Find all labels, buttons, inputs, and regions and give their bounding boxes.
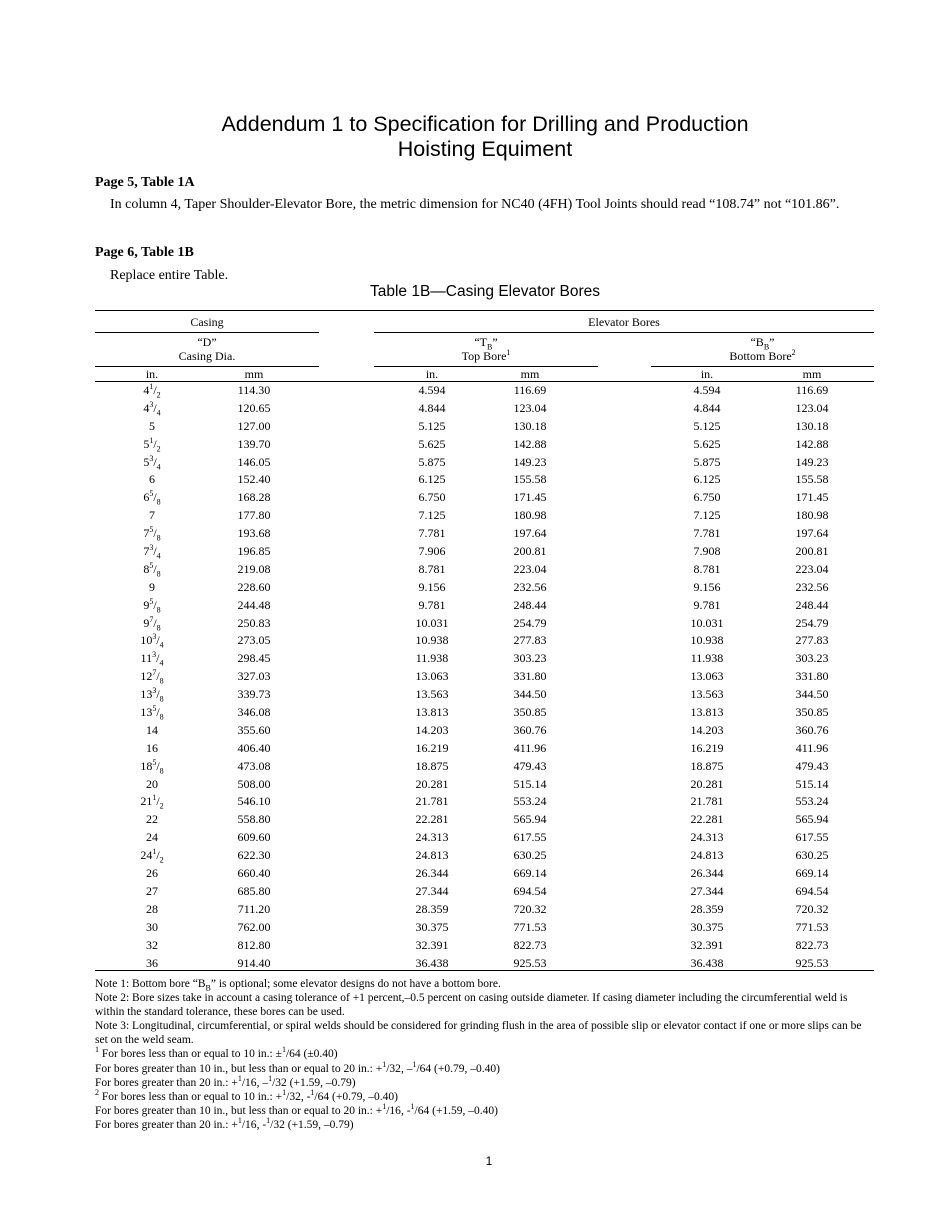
cell-top-in: 13.563 bbox=[415, 687, 449, 702]
cell-casing-mm: 685.80 bbox=[237, 883, 271, 898]
cell-bottom-mm: 123.04 bbox=[795, 400, 829, 415]
cell-top-in: 9.781 bbox=[418, 597, 446, 612]
cell-bottom-mm: 223.04 bbox=[795, 561, 829, 576]
cell-top-mm: 925.53 bbox=[513, 955, 547, 970]
cell-casing-mm: 327.03 bbox=[237, 669, 271, 684]
cell-top-in: 10.031 bbox=[415, 615, 449, 630]
table-row bbox=[0, 937, 950, 955]
cell-casing-mm: 609.60 bbox=[237, 830, 271, 845]
cell-casing-in: $7^3/_4$ bbox=[143, 543, 161, 561]
cell-bottom-mm: 630.25 bbox=[795, 848, 829, 863]
note-3: Note 3: Longitudinal, circumferential, or spiral welds should be considered for grinding flush in the area of possible slip or elevator contact if one or more slips can be set on the weld seam. bbox=[95, 1020, 862, 1047]
cell-bottom-in: 24.813 bbox=[690, 848, 724, 863]
cell-bottom-in: 9.156 bbox=[693, 579, 721, 594]
cell-bottom-in: 4.844 bbox=[693, 400, 721, 415]
header-bottom-bore-symbol: “$B_B$” bbox=[750, 335, 775, 352]
cell-bottom-in: 6.750 bbox=[693, 490, 721, 505]
cell-casing-mm: 250.83 bbox=[237, 615, 271, 630]
cell-top-in: 20.281 bbox=[415, 776, 449, 791]
cell-top-mm: 350.85 bbox=[513, 705, 547, 720]
cell-casing-in: 27 bbox=[146, 883, 158, 898]
cell-top-in: 36.438 bbox=[415, 955, 449, 970]
cell-bottom-mm: 248.44 bbox=[795, 597, 829, 612]
unit-casing-mm: mm bbox=[244, 367, 264, 381]
cell-top-mm: 617.55 bbox=[513, 830, 547, 845]
unit-bottom-mm: mm bbox=[802, 367, 822, 381]
cell-top-in: 11.938 bbox=[415, 651, 449, 666]
cell-top-mm: 232.56 bbox=[513, 579, 547, 594]
table-top-rule bbox=[95, 310, 874, 311]
footnote-2-line-2: For bores greater than 10 in., but less than or equal to 20 in.: +$^1$/16, -$^1$/64 (+1.59, –0.40) bbox=[95, 1102, 499, 1117]
cell-top-mm: 822.73 bbox=[513, 937, 547, 952]
cell-top-in: 26.344 bbox=[415, 866, 449, 881]
cell-bottom-mm: 130.18 bbox=[795, 418, 829, 433]
header-elevator-bores: Elevator Bores bbox=[588, 315, 660, 329]
cell-casing-mm: 473.08 bbox=[237, 758, 271, 773]
cell-bottom-in: 9.781 bbox=[693, 597, 721, 612]
cell-casing-mm: 812.80 bbox=[237, 937, 271, 952]
cell-top-in: 28.359 bbox=[415, 901, 449, 916]
table-row bbox=[0, 382, 950, 400]
cell-top-mm: 200.81 bbox=[513, 544, 547, 559]
cell-bottom-in: 5.875 bbox=[693, 454, 721, 469]
bottom-bore-rule bbox=[651, 366, 874, 367]
cell-bottom-in: 4.594 bbox=[693, 383, 721, 397]
cell-top-in: 5.875 bbox=[418, 454, 446, 469]
table-row bbox=[0, 722, 950, 740]
table-row bbox=[0, 436, 950, 454]
cell-bottom-in: 32.391 bbox=[690, 937, 724, 952]
unit-top-in: in. bbox=[425, 367, 439, 381]
header-top-bore-symbol: “$T_B$” bbox=[474, 335, 498, 352]
cell-bottom-in: 26.344 bbox=[690, 866, 724, 881]
table-row bbox=[0, 615, 950, 633]
unit-bottom-in: in. bbox=[700, 367, 714, 381]
footnote-2-line-3: For bores greater than 20 in.: +$^1$/16, -$^1$/32 (+1.59, –0.79) bbox=[95, 1116, 354, 1131]
cell-top-in: 10.938 bbox=[415, 633, 449, 648]
cell-bottom-in: 6.125 bbox=[693, 472, 721, 487]
cell-top-mm: 130.18 bbox=[513, 418, 547, 433]
cell-casing-in: 26 bbox=[146, 866, 158, 881]
table-row bbox=[0, 471, 950, 489]
cell-bottom-mm: 149.23 bbox=[795, 454, 829, 469]
cell-bottom-mm: 822.73 bbox=[795, 937, 829, 952]
cell-top-in: 32.391 bbox=[415, 937, 449, 952]
cell-bottom-in: 8.781 bbox=[693, 561, 721, 576]
table-notes bbox=[95, 977, 875, 1132]
cell-top-mm: 223.04 bbox=[513, 561, 547, 576]
table-row bbox=[0, 740, 950, 758]
footnote-1-line-1: $^1$ For bores less than or equal to 10 in.: ±$^1$/64 (±0.40) bbox=[95, 1045, 338, 1061]
cell-casing-in: 9 bbox=[149, 579, 155, 594]
table-row bbox=[0, 668, 950, 686]
cell-top-mm: 669.14 bbox=[513, 866, 547, 881]
document-title bbox=[0, 112, 950, 162]
cell-bottom-mm: 553.24 bbox=[795, 794, 829, 809]
cell-bottom-in: 10.938 bbox=[690, 633, 724, 648]
cell-bottom-mm: 617.55 bbox=[795, 830, 829, 845]
cell-top-mm: 180.98 bbox=[513, 508, 547, 523]
cell-casing-mm: 273.05 bbox=[237, 633, 271, 648]
cell-top-mm: 254.79 bbox=[513, 615, 547, 630]
cell-casing-in: $6^5/_8$ bbox=[143, 489, 161, 507]
cell-bottom-mm: 350.85 bbox=[795, 705, 829, 720]
cell-top-mm: 197.64 bbox=[513, 526, 547, 541]
cell-bottom-mm: 669.14 bbox=[795, 866, 829, 881]
cell-bottom-mm: 200.81 bbox=[795, 544, 829, 559]
cell-casing-mm: 120.65 bbox=[237, 400, 271, 415]
cell-casing-mm: 244.48 bbox=[237, 597, 271, 612]
cell-top-in: 18.875 bbox=[415, 758, 449, 773]
table-row bbox=[0, 758, 950, 776]
cell-bottom-in: 14.203 bbox=[690, 722, 724, 737]
table-row bbox=[0, 650, 950, 668]
header-casing: Casing bbox=[190, 315, 224, 329]
table-row bbox=[0, 543, 950, 561]
cell-top-mm: 142.88 bbox=[513, 436, 547, 451]
table-title: Table 1B—Casing Elevator Bores bbox=[369, 283, 601, 300]
cell-top-in: 13.813 bbox=[415, 705, 449, 720]
cell-bottom-mm: 254.79 bbox=[795, 615, 829, 630]
cell-casing-mm: 219.08 bbox=[237, 561, 271, 576]
cell-bottom-in: 18.875 bbox=[690, 758, 724, 773]
cell-top-mm: 479.43 bbox=[513, 758, 547, 773]
cell-top-mm: 248.44 bbox=[513, 597, 547, 612]
cell-bottom-in: 21.781 bbox=[690, 794, 724, 809]
cell-top-in: 14.203 bbox=[415, 722, 449, 737]
cell-top-in: 5.625 bbox=[418, 436, 446, 451]
cell-casing-in: 30 bbox=[146, 919, 158, 934]
cell-top-mm: 116.69 bbox=[513, 383, 547, 397]
table-row bbox=[0, 507, 950, 525]
table-row bbox=[0, 418, 950, 436]
cell-casing-mm: 660.40 bbox=[237, 866, 271, 881]
table-row bbox=[0, 489, 950, 507]
section-heading-table-1a: Page 5, Table 1A bbox=[95, 175, 195, 190]
cell-casing-in: $5^1/_2$ bbox=[143, 435, 161, 454]
casing-group-rule bbox=[95, 332, 319, 333]
cell-casing-in: $21^1/_2$ bbox=[140, 793, 164, 811]
cell-bottom-in: 22.281 bbox=[690, 812, 724, 827]
cell-casing-in: 5 bbox=[149, 418, 155, 433]
cell-bottom-mm: 142.88 bbox=[795, 436, 829, 451]
note-1: Note 1: Bottom bore “$B_B$” is optional; some elevator designs do not have a bottom bore. bbox=[95, 978, 501, 993]
unit-top-mm: mm bbox=[520, 367, 540, 381]
cell-bottom-mm: 360.76 bbox=[795, 722, 829, 737]
cell-casing-in: 20 bbox=[146, 776, 158, 791]
table-row bbox=[0, 776, 950, 794]
cell-top-mm: 171.45 bbox=[513, 490, 547, 505]
cell-bottom-mm: 303.23 bbox=[795, 651, 829, 666]
cell-bottom-in: 7.125 bbox=[693, 508, 721, 523]
cell-bottom-in: 36.438 bbox=[690, 955, 724, 970]
cell-top-in: 6.750 bbox=[418, 490, 446, 505]
cell-casing-in: $8^5/_8$ bbox=[143, 560, 161, 579]
cell-top-in: 5.125 bbox=[418, 418, 446, 433]
header-casing-dia: Casing Dia. bbox=[178, 349, 236, 363]
header-casing-symbol: “D” bbox=[197, 335, 217, 349]
table-row bbox=[0, 919, 950, 937]
unit-casing-in: in. bbox=[145, 367, 159, 381]
cell-bottom-in: 10.031 bbox=[690, 615, 724, 630]
cell-bottom-mm: 515.14 bbox=[795, 776, 829, 791]
cell-casing-mm: 508.00 bbox=[237, 776, 271, 791]
cell-top-in: 21.781 bbox=[415, 794, 449, 809]
table-row bbox=[0, 811, 950, 829]
footnote-2-line-1: $^2$ For bores less than or equal to 10 in.: +$^1$/32, -$^1$/64 (+0.79, –0.40) bbox=[95, 1087, 398, 1103]
table-body bbox=[0, 382, 950, 972]
table-row bbox=[0, 632, 950, 650]
cell-casing-mm: 558.80 bbox=[237, 812, 271, 827]
cell-top-mm: 344.50 bbox=[513, 687, 547, 702]
cell-bottom-mm: 720.32 bbox=[795, 901, 829, 916]
casing-dia-rule bbox=[95, 366, 319, 367]
cell-top-in: 13.063 bbox=[415, 669, 449, 684]
cell-casing-in: $4^3/_4$ bbox=[143, 399, 161, 418]
cell-bottom-in: 27.344 bbox=[690, 883, 724, 898]
cell-casing-in: $13^3/_8$ bbox=[140, 686, 164, 704]
table-row bbox=[0, 793, 950, 811]
cell-top-in: 7.906 bbox=[418, 544, 446, 559]
document-title-line-2: Hoisting Equiment bbox=[397, 137, 573, 161]
cell-casing-mm: 228.60 bbox=[237, 579, 271, 594]
cell-bottom-in: 13.813 bbox=[690, 705, 724, 720]
header-bottom-bore: Bottom Bore$^2$ bbox=[729, 348, 796, 363]
cell-top-in: 30.375 bbox=[415, 919, 449, 934]
cell-bottom-in: 5.125 bbox=[693, 418, 721, 433]
cell-casing-mm: 622.30 bbox=[237, 848, 271, 863]
table-row bbox=[0, 704, 950, 722]
cell-top-mm: 771.53 bbox=[513, 919, 547, 934]
table-row bbox=[0, 686, 950, 704]
cell-casing-mm: 177.80 bbox=[237, 508, 271, 523]
cell-top-mm: 694.54 bbox=[513, 883, 547, 898]
cell-top-mm: 149.23 bbox=[513, 454, 547, 469]
cell-casing-in: $4^1/_2$ bbox=[143, 382, 161, 400]
cell-top-mm: 360.76 bbox=[513, 722, 547, 737]
cell-casing-in: $9^5/_8$ bbox=[143, 596, 161, 615]
cell-bottom-mm: 197.64 bbox=[795, 526, 829, 541]
cell-casing-mm: 152.40 bbox=[237, 472, 271, 487]
table-row bbox=[0, 525, 950, 543]
table-row bbox=[0, 865, 950, 883]
cell-top-in: 8.781 bbox=[418, 561, 446, 576]
cell-top-mm: 411.96 bbox=[513, 740, 547, 755]
section-text-table-1a: In column 4, Taper Shoulder-Elevator Bore, the metric dimension for NC40 (4FH) Tool Joints should read “108.74” not “101.86”. bbox=[110, 197, 840, 212]
table-row bbox=[0, 829, 950, 847]
cell-top-mm: 565.94 bbox=[513, 812, 547, 827]
cell-casing-in: 32 bbox=[146, 937, 158, 952]
cell-bottom-mm: 694.54 bbox=[795, 883, 829, 898]
table-row bbox=[0, 400, 950, 418]
cell-top-in: 16.219 bbox=[415, 740, 449, 755]
note-2: Note 2: Bore sizes take in account a casing tolerance of +1 percent,–0.5 percent on casing outside diameter. If casing diameter including the circumferential weld is within the standard tolerance, these bores can be used. bbox=[95, 992, 848, 1019]
cell-casing-mm: 406.40 bbox=[237, 740, 271, 755]
table-row bbox=[0, 454, 950, 472]
cell-casing-in: $13^5/_8$ bbox=[140, 704, 164, 722]
cell-casing-mm: 139.70 bbox=[237, 436, 271, 451]
cell-bottom-mm: 479.43 bbox=[795, 758, 829, 773]
cell-top-in: 4.844 bbox=[418, 400, 446, 415]
cell-bottom-mm: 277.83 bbox=[795, 633, 829, 648]
cell-casing-in: $7^5/_8$ bbox=[143, 525, 161, 543]
cell-casing-mm: 914.40 bbox=[237, 955, 271, 970]
page-number: 1 bbox=[485, 1154, 493, 1168]
cell-top-mm: 720.32 bbox=[513, 901, 547, 916]
cell-bottom-mm: 331.80 bbox=[795, 669, 829, 684]
cell-casing-in: 36 bbox=[146, 955, 158, 970]
cell-casing-mm: 168.28 bbox=[237, 490, 271, 505]
cell-casing-in: $10^3/_4$ bbox=[140, 632, 164, 650]
table-row bbox=[0, 847, 950, 865]
cell-top-in: 22.281 bbox=[415, 812, 449, 827]
cell-casing-mm: 127.00 bbox=[237, 418, 271, 433]
cell-casing-in: $11^3/_4$ bbox=[140, 650, 164, 668]
cell-casing-in: $9^7/_8$ bbox=[143, 614, 161, 632]
cell-top-in: 7.781 bbox=[418, 526, 446, 541]
cell-top-mm: 630.25 bbox=[513, 848, 547, 863]
document-title-line-1: Addendum 1 to Specification for Drilling and Production bbox=[221, 112, 749, 136]
cell-casing-mm: 146.05 bbox=[237, 454, 271, 469]
cell-casing-in: 28 bbox=[146, 901, 158, 916]
bores-group-rule bbox=[374, 332, 874, 333]
cell-casing-in: $18^5/_8$ bbox=[140, 757, 164, 776]
cell-top-in: 6.125 bbox=[418, 472, 446, 487]
table-row bbox=[0, 883, 950, 901]
table-row bbox=[0, 597, 950, 615]
cell-casing-mm: 193.68 bbox=[237, 526, 271, 541]
cell-bottom-in: 11.938 bbox=[690, 651, 724, 666]
cell-bottom-mm: 771.53 bbox=[795, 919, 829, 934]
cell-casing-mm: 711.20 bbox=[237, 901, 271, 916]
cell-casing-in: $5^3/_4$ bbox=[143, 453, 161, 471]
cell-bottom-in: 28.359 bbox=[690, 901, 724, 916]
cell-casing-mm: 298.45 bbox=[237, 651, 271, 666]
cell-casing-mm: 339.73 bbox=[237, 687, 271, 702]
cell-bottom-in: 24.313 bbox=[690, 830, 724, 845]
cell-top-mm: 123.04 bbox=[513, 400, 547, 415]
cell-casing-in: 24 bbox=[146, 830, 158, 845]
cell-casing-mm: 114.30 bbox=[237, 383, 271, 397]
cell-casing-in: 6 bbox=[149, 472, 155, 487]
cell-casing-mm: 546.10 bbox=[237, 794, 271, 809]
cell-bottom-in: 16.219 bbox=[690, 740, 724, 755]
cell-bottom-mm: 232.56 bbox=[795, 579, 829, 594]
cell-bottom-in: 5.625 bbox=[693, 436, 721, 451]
cell-casing-in: 14 bbox=[146, 722, 158, 737]
cell-casing-in: $12^7/_8$ bbox=[140, 668, 164, 686]
section-text-table-1b: Replace entire Table. bbox=[110, 268, 229, 283]
cell-bottom-mm: 565.94 bbox=[795, 812, 829, 827]
cell-top-mm: 303.23 bbox=[513, 651, 547, 666]
cell-top-in: 4.594 bbox=[418, 383, 446, 397]
cell-bottom-mm: 411.96 bbox=[795, 740, 829, 755]
cell-casing-in: 22 bbox=[146, 812, 158, 827]
cell-casing-in: 7 bbox=[149, 508, 155, 523]
cell-bottom-in: 20.281 bbox=[690, 776, 724, 791]
cell-top-in: 9.156 bbox=[418, 579, 446, 594]
cell-casing-in: 16 bbox=[146, 740, 158, 755]
cell-bottom-in: 7.908 bbox=[693, 544, 721, 559]
cell-bottom-mm: 344.50 bbox=[795, 687, 829, 702]
cell-bottom-in: 30.375 bbox=[690, 919, 724, 934]
cell-bottom-in: 13.563 bbox=[690, 687, 724, 702]
top-bore-rule bbox=[374, 366, 598, 367]
cell-top-in: 24.313 bbox=[415, 830, 449, 845]
cell-casing-mm: 196.85 bbox=[237, 544, 271, 559]
cell-top-mm: 331.80 bbox=[513, 669, 547, 684]
cell-bottom-mm: 155.58 bbox=[795, 472, 829, 487]
cell-bottom-in: 7.781 bbox=[693, 526, 721, 541]
cell-bottom-mm: 171.45 bbox=[795, 490, 829, 505]
cell-top-mm: 515.14 bbox=[513, 776, 547, 791]
cell-top-mm: 553.24 bbox=[513, 794, 547, 809]
table-row bbox=[0, 579, 950, 597]
cell-casing-mm: 762.00 bbox=[237, 919, 271, 934]
cell-top-in: 27.344 bbox=[415, 883, 449, 898]
header-top-bore: Top Bore$^1$ bbox=[461, 348, 511, 363]
cell-casing-mm: 346.08 bbox=[237, 705, 271, 720]
cell-top-mm: 277.83 bbox=[513, 633, 547, 648]
cell-top-mm: 155.58 bbox=[513, 472, 547, 487]
table-row bbox=[0, 955, 950, 973]
section-heading-table-1b: Page 6, Table 1B bbox=[95, 245, 194, 260]
footnote-1-line-3: For bores greater than 20 in.: +$^1$/16, –$^1$/32 (+1.59, –0.79) bbox=[95, 1073, 356, 1089]
table-row bbox=[0, 561, 950, 579]
cell-bottom-in: 13.063 bbox=[690, 669, 724, 684]
cell-casing-mm: 355.60 bbox=[237, 722, 271, 737]
cell-top-in: 24.813 bbox=[415, 848, 449, 863]
cell-bottom-mm: 180.98 bbox=[795, 508, 829, 523]
table-row bbox=[0, 901, 950, 919]
cell-casing-in: $24^1/_2$ bbox=[140, 847, 164, 865]
cell-top-in: 7.125 bbox=[418, 508, 446, 523]
footnote-1-line-2: For bores greater than 10 in., but less than or equal to 20 in.: +$^1$/32, –$^1$/64 (+0.79, –0.40) bbox=[95, 1059, 500, 1075]
cell-bottom-mm: 925.53 bbox=[795, 955, 829, 970]
cell-bottom-mm: 116.69 bbox=[795, 383, 829, 397]
